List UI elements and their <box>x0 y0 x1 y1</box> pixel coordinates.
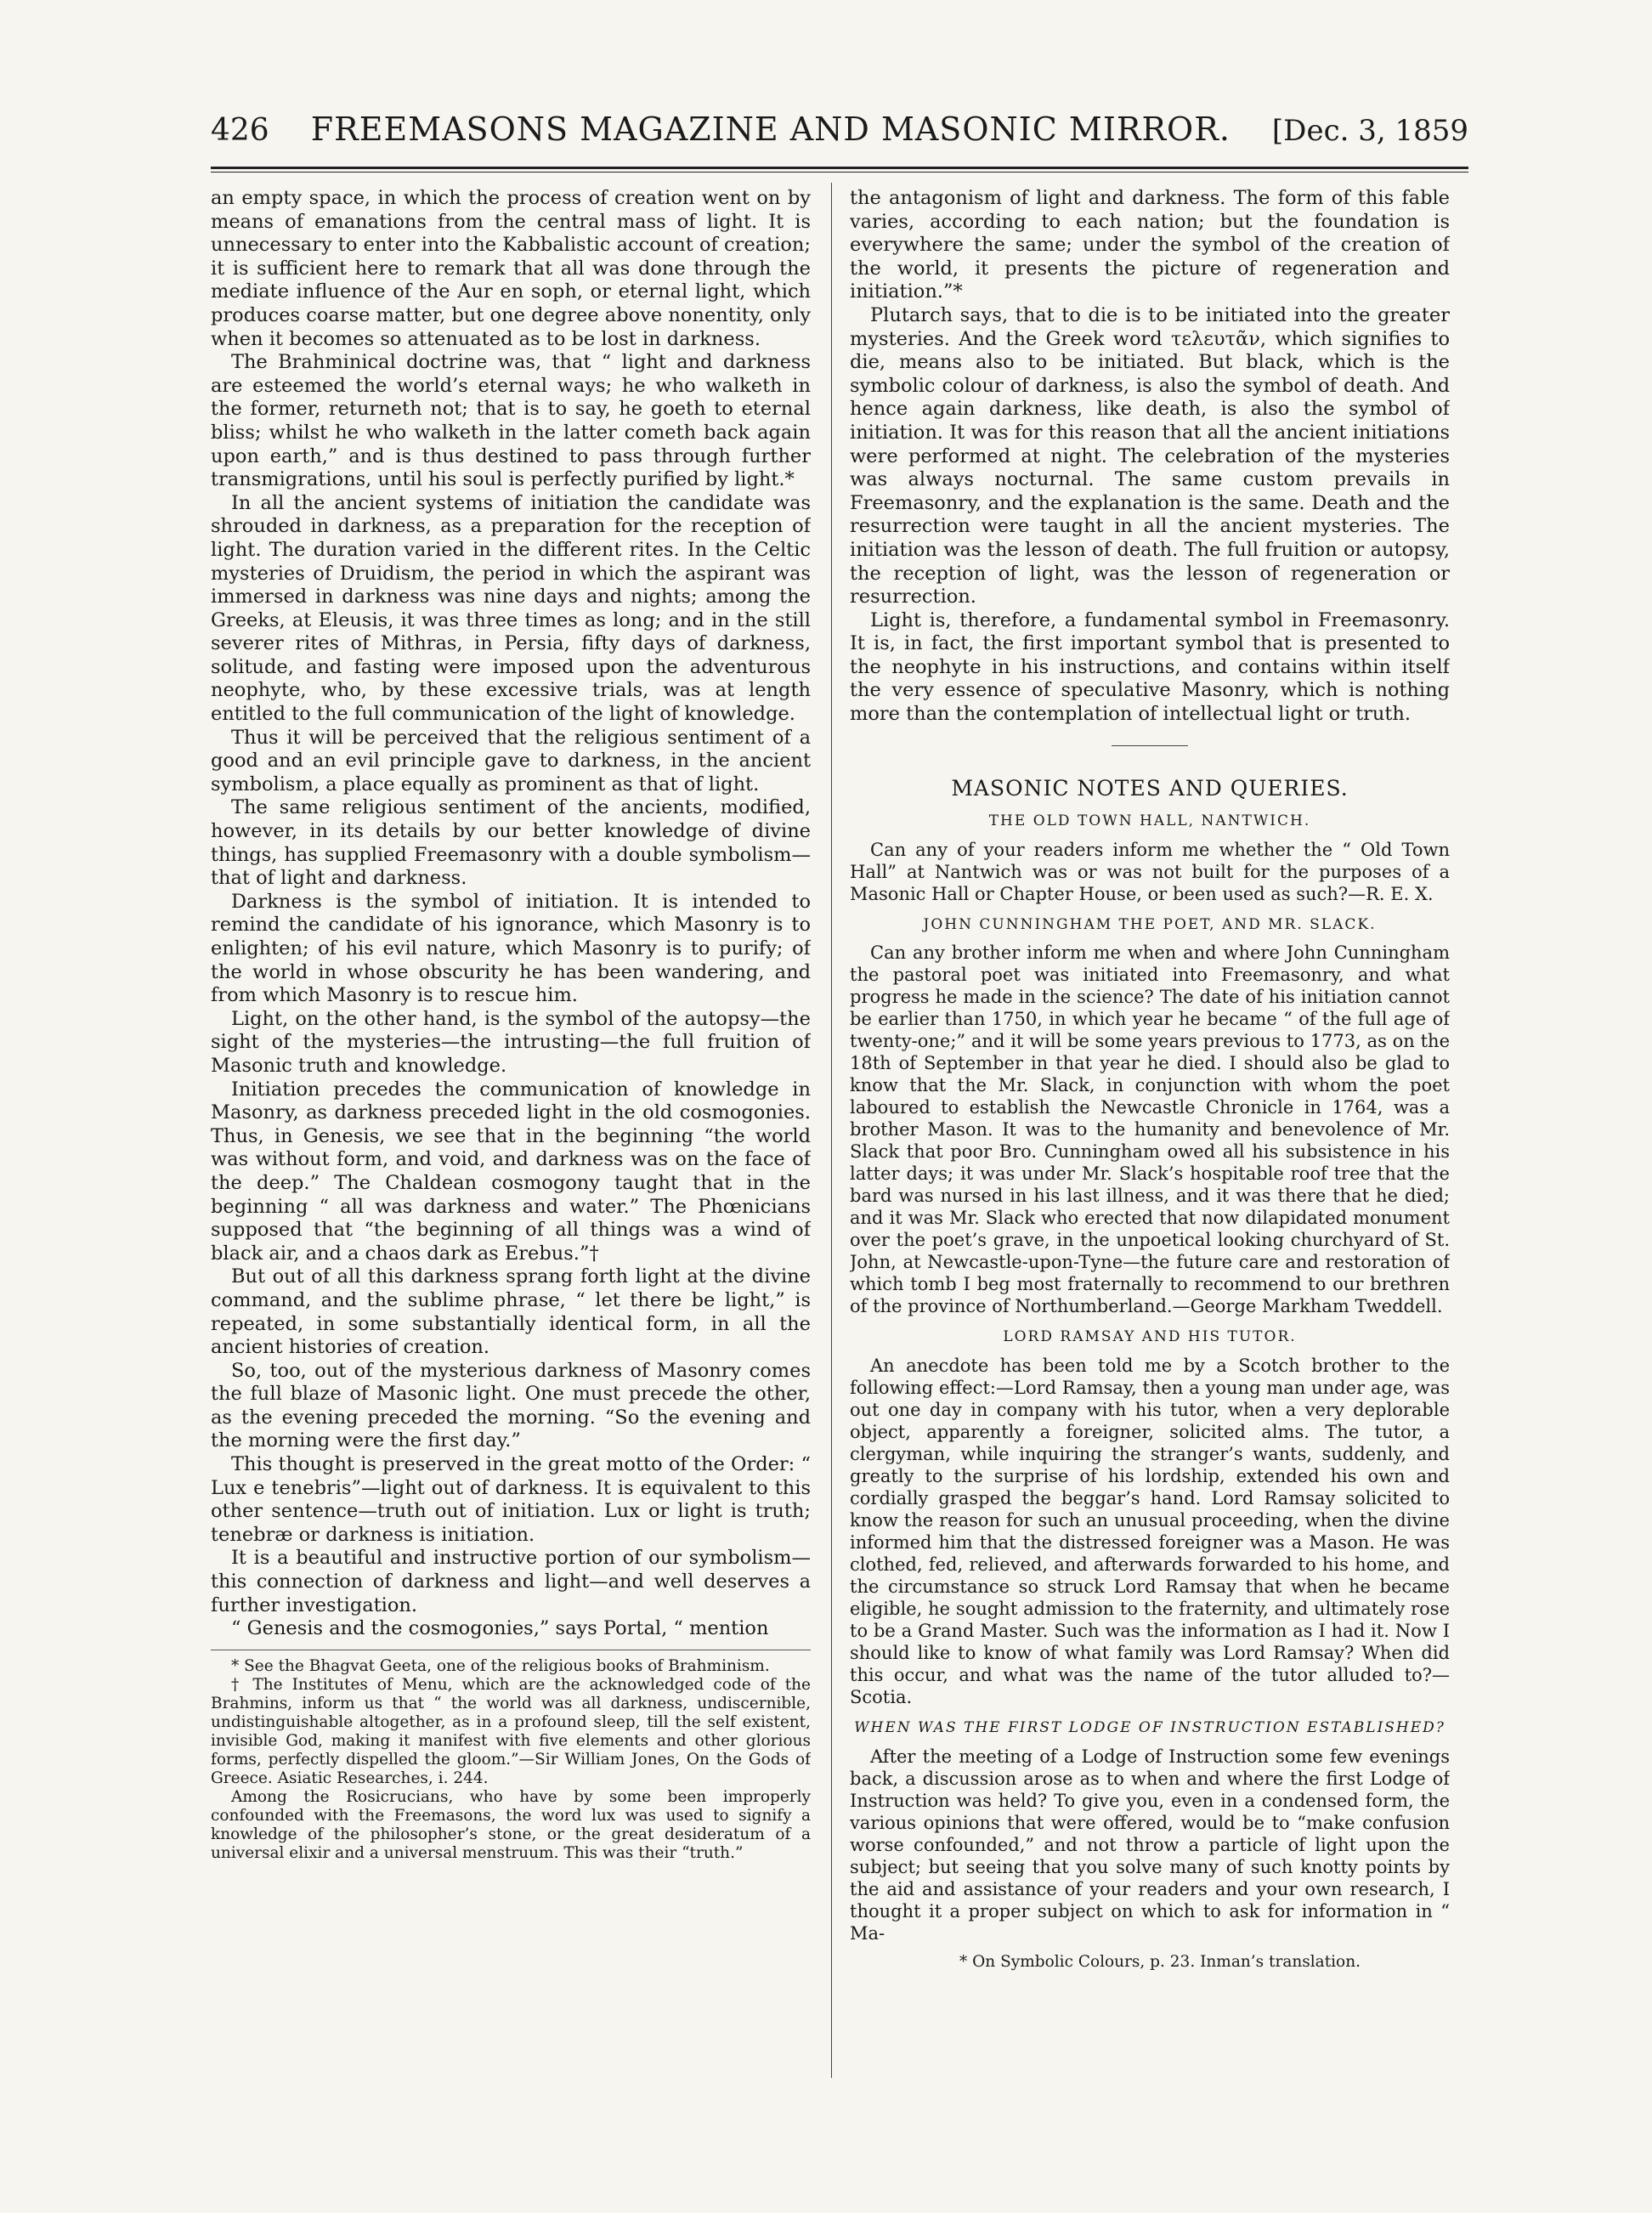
paragraph: “ Genesis and the cosmogonies,” says Portal, “ mention <box>231 1617 769 1640</box>
query-heading: LORD RAMSAY AND HIS TUTOR. <box>1003 1328 1297 1346</box>
footnote: † The Institutes of Menu, which are the acknowledged code of the Brahmins, inform us that “ the world was all darkness, undiscernible, undistinguishable altogether, as in a profound sleep, till the self existent, invisible God, making it manifest with five elements and other glorious forms, perfectly dispelled the gloom.”—Sir William Jones, On the Gods of Greece. Asiatic Researches, i. 244. <box>211 1675 811 1787</box>
paragraph: Plutarch says, that to die is to be initiated into the greater mysteries. And the Greek word τελευτᾶν, which signifies to die, means also to be initiated. But black, which is the symbolic colour of darkness, is also the symbol of death. And hence again darkness, like death, is also the symbol of initiation. It was for this reason that all the ancient initiations were performed at night. The celebration of the mysteries was always nocturnal. The same custom prevails in Freemasonry, and the explanation is the same. Death and the resurrection were taught in all the ancient mysteries. The initiation was the lesson of death. The full fruition or autopsy, the reception of light, was the lesson of regeneration or resurrection. <box>850 303 1450 608</box>
query-first-lodge <box>850 1717 1450 1944</box>
footnote: * See the Bhagvat Geeta, one of the religious books of Brahminism. <box>231 1656 770 1675</box>
paragraph: Light, on the other hand, is the symbol of the autopsy—the sight of the mysteries—the intrusting—the full fruition of Masonic truth and knowledge. <box>211 1007 811 1077</box>
paragraph: This thought is preserved in the great motto of the Order: “ Lux e tenebris”—light out of darkness. It is equivalent to this other sentence—truth out of initiation. Lux or light is truth; tenebræ or darkness is initiation. <box>211 1453 811 1546</box>
section-title: MASONIC NOTES AND QUERIES. <box>951 775 1349 801</box>
query-heading: WHEN WAS THE FIRST LODGE OF INSTRUCTION ESTABLISHED? <box>854 1719 1446 1737</box>
section-rule <box>1112 745 1188 746</box>
page-header <box>211 110 1468 161</box>
header-rule <box>211 167 1468 169</box>
query-text: After the meeting of a Lodge of Instruction some few evenings back, a discussion arose as to when and where the first Lodge of Instruction was held? To give you, even in a condensed form, the various opinions that were offered, would be to “make confusion worse confounded,” and not throw a particle of light upon the subject; but seeing that you solve many of such knotty points by the aid and assistance of your readers and your own research, I thought it a proper subject on which to ask for information in “ Ma- <box>850 1746 1450 1944</box>
paragraph: But out of all this darkness sprang forth light at the divine command, and the sublime phrase, “ let there be light,” is repeated, in some substantially identical form, in all the ancient histories of creation. <box>211 1265 811 1359</box>
paragraph: The same religious sentiment of the ancients, modified, however, in its details by our better knowledge of divine things, has supplied Freemasonry with a double symbolism—that of light and darkness. <box>211 796 811 890</box>
query-old-town-hall <box>850 810 1450 905</box>
query-lord-ramsay <box>850 1326 1450 1708</box>
footnote: Among the Rosicrucians, who have by some been improperly confounded with the Freemasons, the word lux was used to signify a knowledge of the philosopher’s stone, or the great desideratum of a universal elixir and a universal menstruum. This was their “truth.” <box>211 1787 811 1862</box>
right-column <box>850 187 1450 2150</box>
query-heading: JOHN CUNNINGHAM THE POET, AND MR. SLACK. <box>923 915 1377 933</box>
issue-date: [Dec. 3, 1859 <box>1271 114 1468 148</box>
header-rule-thin <box>211 172 1468 173</box>
paragraph: Initiation precedes the communication of knowledge in Masonry, as darkness preceded light in the old cosmogonies. Thus, in Genesis, we see that in the beginning “the world was without form, and void, and darkness was on the face of the deep.” The Chaldean cosmogony taught that in the beginning “ all was darkness and water.” The Phœnicians supposed that “the beginning of all things was a wind of black air, and a chaos dark as Erebus.”† <box>211 1078 811 1265</box>
query-text: An anecdote has been told me by a Scotch brother to the following effect:—Lord Ramsay, then a young man under age, was out one day in company with his tutor, when a very deplorable object, apparently a foreigner, solicited alms. The tutor, a clergyman, while inquiring the stranger’s wants, suddenly, and greatly to the surprise of his lordship, extended his own and cordially grasped the beggar’s hand. Lord Ramsay solicited to know the reason for such an unusual proceeding, when the divine informed him that the distressed foreigner was a Mason. He was clothed, fed, relieved, and afterwards forwarded to his home, and the circumstance so struck Lord Ramsay that when he became eligible, he sought admission to the fraternity, and ultimately rose to be a Grand Master. Such was the information as I had it. Now I should like to know of what family was Lord Ramsay? When did this occur, and what was the name of the tutor alluded to?—Scotia. <box>850 1356 1450 1708</box>
paragraph: Light is, therefore, a fundamental symbol in Freemasonry. It is, in fact, the first important symbol that is presented to the neophyte in his instructions, and contains within itself the very essence of speculative Masonry, which is nothing more than the contemplation of intellectual light or truth. <box>850 608 1450 726</box>
paragraph: an empty space, in which the process of creation went on by means of emanations from the central mass of light. It is unnecessary to enter into the Kabbalistic account of creation; it is sufficient here to remark that all was done through the mediate influence of the Aur en soph, or eternal light, which produces coarse matter, but one degree above nonentity, only when it becomes so attenuated as to be lost in darkness. <box>211 187 811 350</box>
page-number: 426 <box>211 113 269 148</box>
paragraph: It is a beautiful and instructive portion of our symbolism—this connection of darkness and light—and well deserves a further investigation. <box>211 1547 811 1616</box>
query-text: Can any brother inform me when and where John Cunningham the pastoral poet was initiated into Freemasonry, and what progress he made in the science? The date of his initiation cannot be earlier than 1750, in which year he became “ of the full age of twenty-one;” and it will be some years previous to 1773, as on the 18th of September in that year he died. I should also be glad to know that the Mr. Slack, in conjunction with whom the poet laboured to establish the Newcastle Chronicle in 1764, was a brother Mason. It was to the humanity and benevolence of Mr. Slack that poor Bro. Cunningham owed all his subsistence in his latter days; it was under Mr. Slack’s hospitable roof tree that the bard was nursed in his last illness, and it was there that he died; and it was Mr. Slack who erected that now dilapidated monument over the poet’s grave, in the unpoetical looking churchyard of St. John, at Newcastle-upon-Tyne—the future care and restoration of which tomb I beg most fraternally to recommend to our brethren of the province of Northumberland.—George Markham Tweddell. <box>850 942 1450 1317</box>
paragraph: Thus it will be perceived that the religious sentiment of a good and an evil principle gave to darkness, in the ancient symbolism, a place equally as prominent as that of light. <box>211 726 811 795</box>
paragraph: In all the ancient systems of initiation the candidate was shrouded in darkness, as a preparation for the reception of light. The duration varied in the different rites. In the Celtic mysteries of Druidism, the period in which the aspirant was immersed in darkness was nine days and nights; among the Greeks, at Eleusis, it was three times as long; and in the still severer rites of Mithras, in Persia, fifty days of darkness, solitude, and fasting were imposed upon the adventurous neophyte, who, by these excessive trials, was at length entitled to the full communication of the light of knowledge. <box>211 491 811 726</box>
column-divider <box>831 183 832 2078</box>
paragraph: Darkness is the symbol of initiation. It is intended to remind the candidate of his ignorance, which Masonry is to enlighten; of his evil nature, which Masonry is to purify; of the world in whose obscurity he has been wandering, and from which Masonry is to rescue him. <box>211 890 811 1007</box>
paragraph: The Brahminical doctrine was, that “ light and darkness are esteemed the world’s eternal ways; he who walketh in the former, returneth not; that is to say, he goeth to eternal bliss; whilst he who walketh in the latter cometh back again upon earth,” and is thus destined to pass through further transmigrations, until his soul is perfectly purified by light.* <box>211 351 811 491</box>
query-heading: THE OLD TOWN HALL, NANTWICH. <box>988 812 1311 830</box>
query-john-cunningham <box>850 914 1450 1318</box>
journal-title: FREEMASONS MAGAZINE AND MASONIC MIRROR. <box>310 110 1231 148</box>
left-column <box>211 187 811 2150</box>
footnote: * On Symbolic Colours, p. 23. Inman’s translation. <box>959 1952 1361 1971</box>
paragraph: So, too, out of the mysterious darkness of Masonry comes the full blaze of Masonic light. One must precede the other, as the evening preceded the morning. “So the evening and the morning were the first day.” <box>211 1359 811 1452</box>
query-text: Can any of your readers inform me whether the “ Old Town Hall” at Nantwich was or was not built for the purposes of a Masonic Hall or Chapter House, or been used as such?—R. E. X. <box>850 839 1450 904</box>
paragraph: the antagonism of light and darkness. The form of this fable varies, according to each nation; but the foundation is everywhere the same; under the symbol of the creation of the world, it presents the picture of regeneration and initiation.”* <box>850 187 1450 303</box>
